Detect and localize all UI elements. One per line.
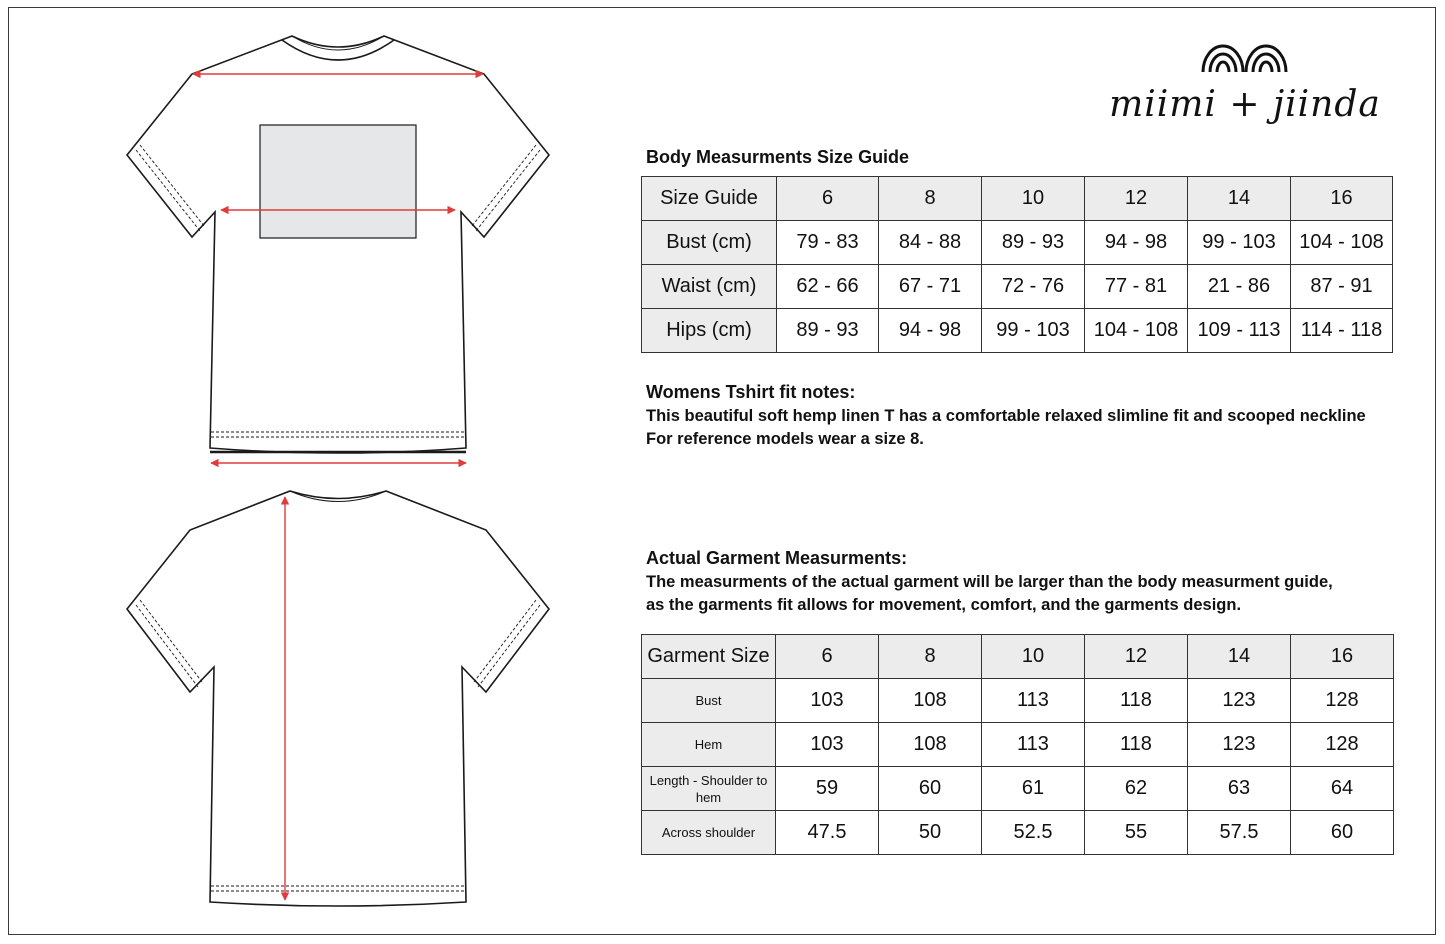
table-cell: 50 — [879, 811, 982, 855]
table-cell: 99 - 103 — [982, 309, 1085, 353]
table-cell: 72 - 76 — [982, 265, 1085, 309]
garment-guide-text — [646, 571, 1333, 617]
table-cell: 61 — [982, 767, 1085, 811]
tshirt-back-outline — [127, 491, 549, 906]
brand-name: miimi + jiinda — [1109, 84, 1381, 125]
table-cell: 114 - 118 — [1291, 309, 1393, 353]
table-cell: 60 — [879, 767, 982, 811]
fit-notes-title: Womens Tshirt fit notes: — [646, 382, 856, 402]
tshirt-back-view — [127, 491, 549, 906]
table-cell: 55 — [1085, 811, 1188, 855]
tshirt-front-view — [127, 36, 549, 453]
garment-size-table — [641, 634, 1394, 855]
table-cell: 104 - 108 — [1291, 221, 1393, 265]
table-cell: 60 — [1291, 811, 1394, 855]
table-row — [642, 811, 1394, 855]
table-cell: 109 - 113 — [1188, 309, 1291, 353]
header-cell: 12 — [1085, 177, 1188, 221]
header-cell: 10 — [982, 635, 1085, 679]
table-cell: 94 - 98 — [879, 309, 982, 353]
row-label: Across shoulder — [642, 811, 776, 855]
table-cell: 103 — [776, 679, 879, 723]
table-cell: 113 — [982, 679, 1085, 723]
header-cell: 16 — [1291, 635, 1394, 679]
table-cell: 87 - 91 — [1291, 265, 1393, 309]
header-cell: Size Guide — [642, 177, 777, 221]
table-cell: 64 — [1291, 767, 1394, 811]
table-cell: 47.5 — [776, 811, 879, 855]
garment-guide-line: The measurments of the actual garment will be larger than the body measurment guide, — [646, 573, 1333, 591]
table-cell: 118 — [1085, 679, 1188, 723]
table-cell: 84 - 88 — [879, 221, 982, 265]
table-cell: 77 - 81 — [1085, 265, 1188, 309]
table-cell: 89 - 93 — [982, 221, 1085, 265]
table-cell: 128 — [1291, 679, 1394, 723]
fit-notes-line: For reference models wear a size 8. — [646, 430, 924, 448]
table-cell: 94 - 98 — [1085, 221, 1188, 265]
tshirt-diagram — [0, 0, 600, 944]
body-size-table — [641, 176, 1393, 353]
body-guide-title: Body Measurments Size Guide — [646, 147, 910, 167]
garment-table-header-row — [642, 635, 1394, 679]
row-label: Hem — [642, 723, 776, 767]
table-cell: 62 — [1085, 767, 1188, 811]
tshirt-front-outline — [127, 36, 549, 453]
header-cell: Garment Size — [642, 635, 776, 679]
row-label: Bust — [642, 679, 776, 723]
header-cell: 8 — [879, 177, 982, 221]
print-area — [260, 125, 416, 238]
table-cell: 62 - 66 — [777, 265, 879, 309]
body-table-header-row — [642, 177, 1393, 221]
header-cell: 12 — [1085, 635, 1188, 679]
row-label: Bust (cm) — [642, 221, 777, 265]
table-row — [642, 265, 1393, 309]
fit-notes-text — [646, 405, 1366, 451]
table-row — [642, 767, 1394, 811]
header-cell: 14 — [1188, 635, 1291, 679]
table-cell: 21 - 86 — [1188, 265, 1291, 309]
table-cell: 67 - 71 — [879, 265, 982, 309]
table-cell: 128 — [1291, 723, 1394, 767]
table-cell: 57.5 — [1188, 811, 1291, 855]
brand-logo — [1100, 32, 1390, 142]
rainbow-arches-icon — [1100, 32, 1390, 82]
table-cell: 108 — [879, 723, 982, 767]
fit-notes-line: This beautiful soft hemp linen T has a comfortable relaxed slimline fit and scooped neckline — [646, 407, 1366, 425]
table-cell: 108 — [879, 679, 982, 723]
garment-guide-line: as the garments fit allows for movement, comfort, and the garments design. — [646, 596, 1242, 614]
table-cell: 103 — [776, 723, 879, 767]
header-cell: 8 — [879, 635, 982, 679]
header-cell: 16 — [1291, 177, 1393, 221]
header-cell: 6 — [777, 177, 879, 221]
table-row — [642, 309, 1393, 353]
table-row — [642, 723, 1394, 767]
table-cell: 104 - 108 — [1085, 309, 1188, 353]
table-cell: 79 - 83 — [777, 221, 879, 265]
table-row — [642, 221, 1393, 265]
table-cell: 123 — [1188, 723, 1291, 767]
table-cell: 63 — [1188, 767, 1291, 811]
table-cell: 113 — [982, 723, 1085, 767]
table-cell: 89 - 93 — [777, 309, 879, 353]
table-cell: 52.5 — [982, 811, 1085, 855]
table-cell: 118 — [1085, 723, 1188, 767]
header-cell: 14 — [1188, 177, 1291, 221]
table-cell: 99 - 103 — [1188, 221, 1291, 265]
table-cell: 59 — [776, 767, 879, 811]
table-cell: 123 — [1188, 679, 1291, 723]
table-row — [642, 679, 1394, 723]
row-label: Length - Shoulder to hem — [642, 767, 776, 811]
row-label: Waist (cm) — [642, 265, 777, 309]
header-cell: 6 — [776, 635, 879, 679]
header-cell: 10 — [982, 177, 1085, 221]
row-label: Hips (cm) — [642, 309, 777, 353]
garment-guide-title: Actual Garment Measurments: — [646, 548, 908, 568]
